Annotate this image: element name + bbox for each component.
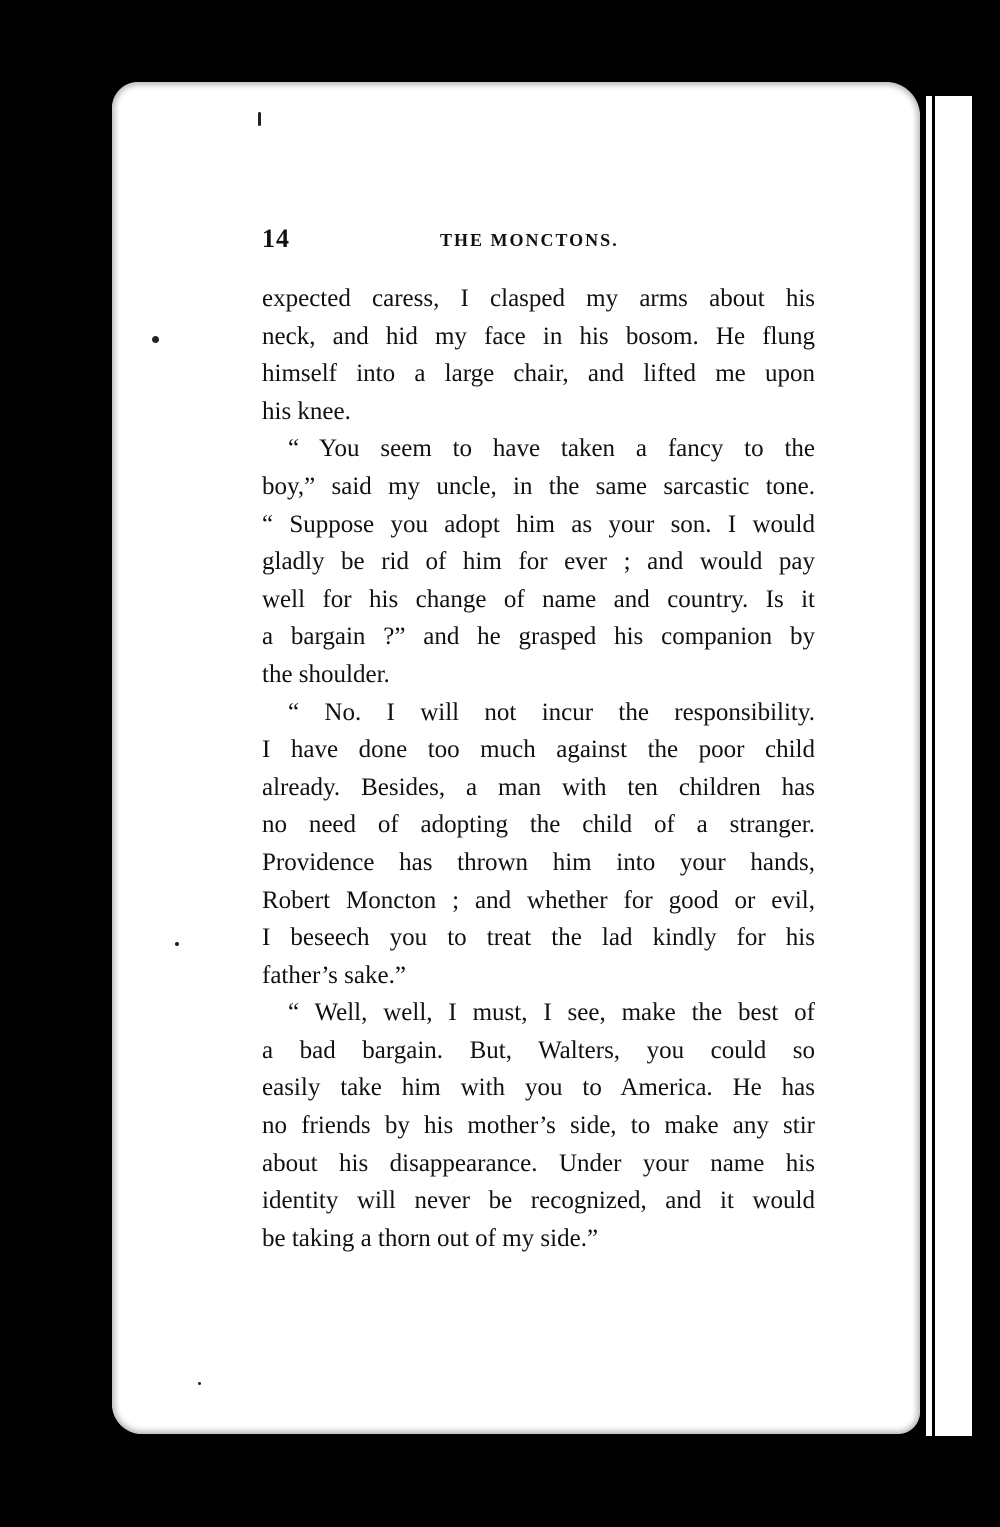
ink-speck <box>198 1382 201 1385</box>
text-line: already. Besides, a man with ten children has <box>262 773 815 801</box>
ink-speck <box>152 336 159 343</box>
text-line: about his disappearance. Under your name his <box>262 1149 815 1177</box>
text-line: easily take him with you to America. He has <box>262 1074 815 1102</box>
text-line: expected caress, I clasped my arms about his <box>262 285 815 312</box>
ink-speck <box>175 942 179 946</box>
text-line: gladly be rid of him for ever ; and would pay <box>262 548 815 576</box>
text-line: his knee. <box>262 397 351 425</box>
text-line: identity will never be recognized, and it would <box>262 1187 815 1215</box>
text-line: himself into a large chair, and lifted me upon <box>262 360 815 388</box>
text-line: a bargain ?” and he grasped his companion by <box>262 623 815 651</box>
text-line: “ No. I will not incur the responsibility. <box>288 698 815 726</box>
text-line: Providence has thrown him into your hands, <box>262 848 815 876</box>
text-line: “ Well, well, I must, I see, make the best of <box>288 999 815 1027</box>
page-edge <box>922 96 972 1436</box>
text-line: father’s sake.” <box>262 961 406 989</box>
text-line: Robert Moncton ; and whether for good or evil, <box>262 886 815 914</box>
text-line: no need of adopting the child of a stranger. <box>262 811 815 839</box>
text-line: “ You seem to have taken a fancy to the <box>288 435 815 463</box>
running-head <box>262 224 822 258</box>
text-line: neck, and hid my face in his bosom. He flung <box>262 322 815 350</box>
text-line: I beseech you to treat the lad kindly for his <box>262 924 815 952</box>
text-line: the shoulder. <box>262 660 390 688</box>
text-line: be taking a thorn out of my side.” <box>262 1224 599 1252</box>
ink-speck <box>258 112 261 126</box>
text-line: boy,” said my uncle, in the same sarcastic tone. <box>262 472 815 500</box>
text-line: I have done too much against the poor child <box>262 736 815 764</box>
page-number: 14 <box>262 224 290 253</box>
running-title: THE MONCTONS. <box>440 230 619 250</box>
body-text <box>262 280 815 1257</box>
text-line: no friends by his mother’s side, to make any stir <box>262 1112 815 1140</box>
text-line: well for his change of name and country. Is it <box>262 585 815 613</box>
text-line: “ Suppose you adopt him as your son. I would <box>262 510 815 538</box>
text-line: a bad bargain. But, Walters, you could so <box>262 1036 815 1064</box>
